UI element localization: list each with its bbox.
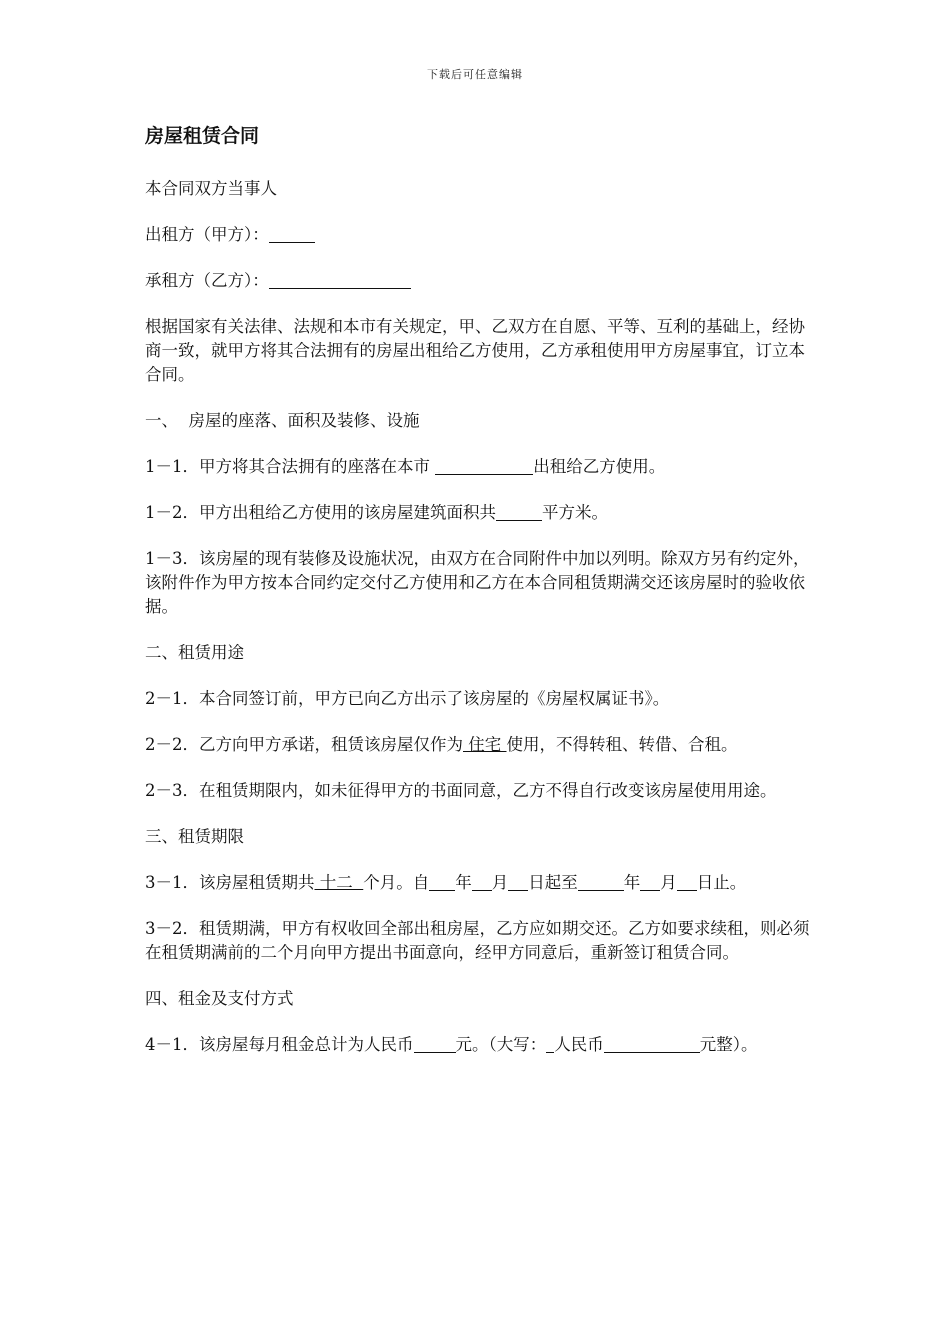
rent-amount-blank[interactable] — [414, 1034, 456, 1053]
end-day-blank[interactable] — [677, 872, 697, 891]
address-blank[interactable] — [435, 456, 533, 475]
rent-caps-blank[interactable] — [604, 1034, 700, 1053]
clause-4-1-text: 4－1．该房屋每月租金总计为人民币 — [145, 1035, 414, 1054]
clause-1-3: 1－3．该房屋的现有装修及设施状况，由双方在合同附件中加以列明。除双方另有约定外，该附件作为甲方按本合同约定交付乙方使用和乙方在本合同租赁期满交还该房屋时的验收依据。 — [145, 549, 810, 616]
lessee-blank[interactable] — [269, 270, 411, 289]
clause-4-1 — [145, 1033, 815, 1057]
area-blank[interactable] — [496, 502, 542, 521]
document-body — [145, 122, 815, 1079]
clause-3-2: 3－2．租赁期满，甲方有权收回全部出租房屋，乙方应如期交还。乙方如要求续租，则必须在租赁期满前的二个月向甲方提出书面意向，经甲方同意后，重新签订租赁合同。 — [145, 919, 810, 962]
start-day-blank[interactable] — [508, 872, 528, 891]
month-label-2: 月 — [660, 873, 677, 892]
lessor-blank[interactable] — [269, 224, 315, 243]
clause-4-1-tail: 元整）。 — [699, 1035, 758, 1054]
month-label: 月 — [491, 873, 509, 892]
clause-2-2-text: 2－2．乙方向甲方承诺，租赁该房屋仅作为 — [145, 735, 463, 754]
clause-3-1-from: 个月。自 — [363, 873, 430, 892]
clause-2-3: 2－3．在租赁期限内，如未征得甲方的书面同意，乙方不得自行改变该房屋使用用途。 — [145, 781, 777, 800]
section-2-heading: 二、租赁用途 — [145, 643, 244, 662]
clause-3-1-text: 3－1．该房屋租赁期共 — [145, 873, 315, 892]
intro-line: 本合同双方当事人 — [145, 179, 277, 198]
lease-months-value[interactable]: 十二 — [314, 873, 364, 892]
lessor-line — [145, 223, 815, 247]
end-year-blank[interactable] — [578, 872, 624, 891]
clause-1-2-tail: 平方米。 — [542, 503, 608, 522]
clause-1-1 — [145, 455, 815, 479]
year-label-2: 年 — [623, 873, 641, 892]
clause-2-1: 2－1．本合同签订前，甲方已向乙方出示了该房屋的《房屋权属证书》。 — [145, 689, 670, 708]
clause-1-1-tail: 出租给乙方使用。 — [533, 457, 666, 476]
preamble-paragraph: 根据国家有关法律、法规和本市有关规定，甲、乙双方在自愿、平等、互利的基础上，经协商一致，就甲方将其合法拥有的房屋出租给乙方使用，乙方承租使用甲方房屋事宜，订立本合同。 — [145, 317, 805, 384]
clause-1-1-text: 1－1．甲方将其合法拥有的座落在本市 — [145, 457, 436, 476]
end-month-blank[interactable] — [640, 872, 660, 891]
clause-2-2 — [145, 733, 815, 757]
section-1-heading: 一、 房屋的座落、面积及装修、设施 — [145, 411, 420, 430]
from-to-label: 日起至 — [528, 873, 578, 892]
header-note: 下载后可任意编辑 — [427, 68, 523, 81]
lessee-label: 承租方（乙方）： — [145, 271, 269, 290]
clause-1-2-text: 1－2．甲方出租给乙方使用的该房屋建筑面积共 — [145, 503, 496, 522]
rmb-label: 人民币 — [554, 1035, 604, 1054]
clause-2-2-tail: 使用，不得转租、转借、合租。 — [506, 735, 738, 754]
lessor-label: 出租方（甲方）： — [145, 225, 269, 244]
section-3-heading: 三、租赁期限 — [145, 827, 244, 846]
year-label: 年 — [455, 873, 472, 892]
section-4-heading: 四、租金及支付方式 — [145, 989, 294, 1008]
clause-3-1 — [145, 871, 815, 895]
document-title: 房屋租赁合同 — [145, 125, 260, 147]
start-month-blank[interactable] — [472, 872, 492, 891]
usage-value[interactable]: 住宅 — [463, 735, 507, 754]
lessee-line — [145, 269, 815, 293]
start-year-blank[interactable] — [429, 872, 455, 891]
clause-1-2 — [145, 501, 815, 525]
until-label: 日止。 — [696, 873, 747, 892]
clause-4-1-caps-label: 元。（大写： — [455, 1035, 547, 1054]
